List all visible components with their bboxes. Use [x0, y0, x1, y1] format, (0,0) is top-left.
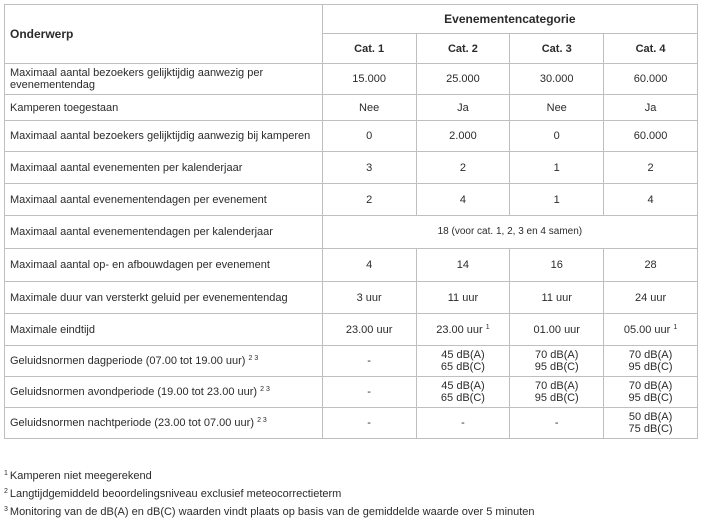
row-subject-text: Maximaal aantal op- en afbouwdagen per evenement [10, 259, 270, 271]
value-cell: 70 dB(A) 95 dB(C) [510, 377, 604, 408]
row-subject [5, 64, 323, 95]
footnote [4, 502, 535, 520]
table-row [5, 184, 698, 216]
value-cell: 50 dB(A) 75 dB(C) [604, 408, 698, 439]
row-subject-text: Geluidsnormen dagperiode (07.00 tot 19.00 uur) [10, 355, 246, 367]
value-cell: 70 dB(A) 95 dB(C) [604, 346, 698, 377]
table-row [5, 408, 698, 439]
footnote-text: Monitoring van de dB(A) en dB(C) waarden vindt plaats op basis van de gemiddelde waarde over 5 minuten [9, 506, 535, 518]
table-row [5, 377, 698, 408]
row-subject [5, 346, 323, 377]
value-cell: - [416, 408, 510, 439]
value-cell: 1 [510, 152, 604, 184]
row-subject [5, 377, 323, 408]
footnote-reference: 1 [673, 323, 678, 331]
value-cell: 3 [322, 152, 416, 184]
value-cell: 11 uur [510, 282, 604, 314]
value-cell: 05.00 uur $^1$ [604, 314, 698, 346]
merged-value-cell: 18 (voor cat. 1, 2, 3 en 4 samen) [322, 216, 697, 249]
table-row [5, 121, 698, 152]
category-header-2: Cat. 2 [416, 34, 510, 64]
header-row-group [5, 5, 698, 34]
table-row [5, 282, 698, 314]
value-cell: 45 dB(A) 65 dB(C) [416, 377, 510, 408]
value-cell: - [322, 346, 416, 377]
row-subject-text: Maximaal aantal bezoekers gelijktijdig aanwezig bij kamperen [10, 130, 311, 142]
footnote-reference: 2 3 [248, 355, 259, 362]
row-subject [5, 216, 323, 249]
value-cell: - [322, 377, 416, 408]
footnote-reference: 2 3 [257, 417, 267, 424]
row-subject [5, 95, 323, 121]
value-cell: 23.00 uur $^1$ [416, 314, 510, 346]
category-header-3: Cat. 3 [510, 34, 604, 64]
value-cell: - [510, 408, 604, 439]
table-row [5, 249, 698, 282]
value-cell: 4 [416, 184, 510, 216]
value-cell: 2 [604, 152, 698, 184]
row-subject-text: Maximaal aantal bezoekers gelijktijdig aanwezig per evenementendag [10, 67, 264, 91]
value-cell: 60.000 [604, 64, 698, 95]
category-header-1: Cat. 1 [322, 34, 416, 64]
value-cell: - [322, 408, 416, 439]
value-cell: 0 [322, 121, 416, 152]
value-cell: 0 [510, 121, 604, 152]
row-subject [5, 282, 323, 314]
footnotes [4, 466, 535, 520]
value-cell: 2 [416, 152, 510, 184]
table-row [5, 346, 698, 377]
footnote-text: Langtijdgemiddeld beoordelingsniveau exclusief meteocorrectieterm [9, 488, 342, 500]
row-subject-text: Maximaal aantal evenementendagen per evenement [10, 193, 267, 206]
row-subject-text: Geluidsnormen nachtperiode (23.00 tot 07.00 uur) [10, 417, 254, 429]
footnote-mark: 2 [4, 488, 8, 495]
row-subject-text: Geluidsnormen avondperiode (19.00 tot 23.00 uur) [10, 386, 258, 398]
footnote-mark: 3 [4, 506, 8, 513]
value-cell: Ja [416, 95, 510, 121]
row-subject-text: Maximale duur van versterkt geluid per evenementendag [10, 291, 288, 304]
value-cell: 4 [322, 249, 416, 282]
footnote-text: Kamperen niet meegerekend [9, 470, 152, 482]
value-cell: Ja [604, 95, 698, 121]
value-cell: 70 dB(A) 95 dB(C) [510, 346, 604, 377]
value-cell: 11 uur [416, 282, 510, 314]
row-subject-text: Maximale eindtijd [10, 323, 95, 336]
table-row [5, 95, 698, 121]
category-header-4: Cat. 4 [604, 34, 698, 64]
category-group-header: Evenementencategorie [322, 5, 697, 34]
footnote [4, 466, 535, 484]
value-cell: 45 dB(A) 65 dB(C) [416, 346, 510, 377]
row-subject [5, 121, 323, 152]
value-cell: Nee [322, 95, 416, 121]
row-subject [5, 314, 323, 346]
value-cell: 25.000 [416, 64, 510, 95]
value-cell: 30.000 [510, 64, 604, 95]
value-cell: 1 [510, 184, 604, 216]
value-cell: 2.000 [416, 121, 510, 152]
table-row [5, 152, 698, 184]
table-body [5, 64, 698, 439]
value-cell: 3 uur [322, 282, 416, 314]
value-cell: 2 [322, 184, 416, 216]
row-subject [5, 152, 323, 184]
row-subject [5, 408, 323, 439]
value-cell: 28 [604, 249, 698, 282]
subject-column-header: Onderwerp [5, 5, 323, 64]
value-cell: 24 uur [604, 282, 698, 314]
value-cell: 01.00 uur [510, 314, 604, 346]
event-category-table [4, 4, 698, 439]
value-cell: 15.000 [322, 64, 416, 95]
table-row [5, 64, 698, 95]
footnote-reference: 2 3 [260, 386, 270, 393]
value-cell: 4 [604, 184, 698, 216]
footnote [4, 484, 535, 502]
value-cell: 70 dB(A) 95 dB(C) [604, 377, 698, 408]
row-subject [5, 249, 323, 282]
value-cell: 60.000 [604, 121, 698, 152]
footnote-reference: 1 [485, 323, 490, 331]
row-subject-text: Maximaal aantal evenementen per kalenderjaar [10, 161, 243, 174]
value-cell: Nee [510, 95, 604, 121]
value-cell: 14 [416, 249, 510, 282]
value-cell: 23.00 uur [322, 314, 416, 346]
row-subject-text: Maximaal aantal evenementendagen per kalenderjaar [10, 226, 273, 238]
row-subject [5, 184, 323, 216]
footnote-mark: 1 [4, 470, 8, 477]
table-row [5, 216, 698, 249]
table-row [5, 314, 698, 346]
value-cell: 16 [510, 249, 604, 282]
row-subject-text: Kamperen toegestaan [10, 101, 119, 114]
